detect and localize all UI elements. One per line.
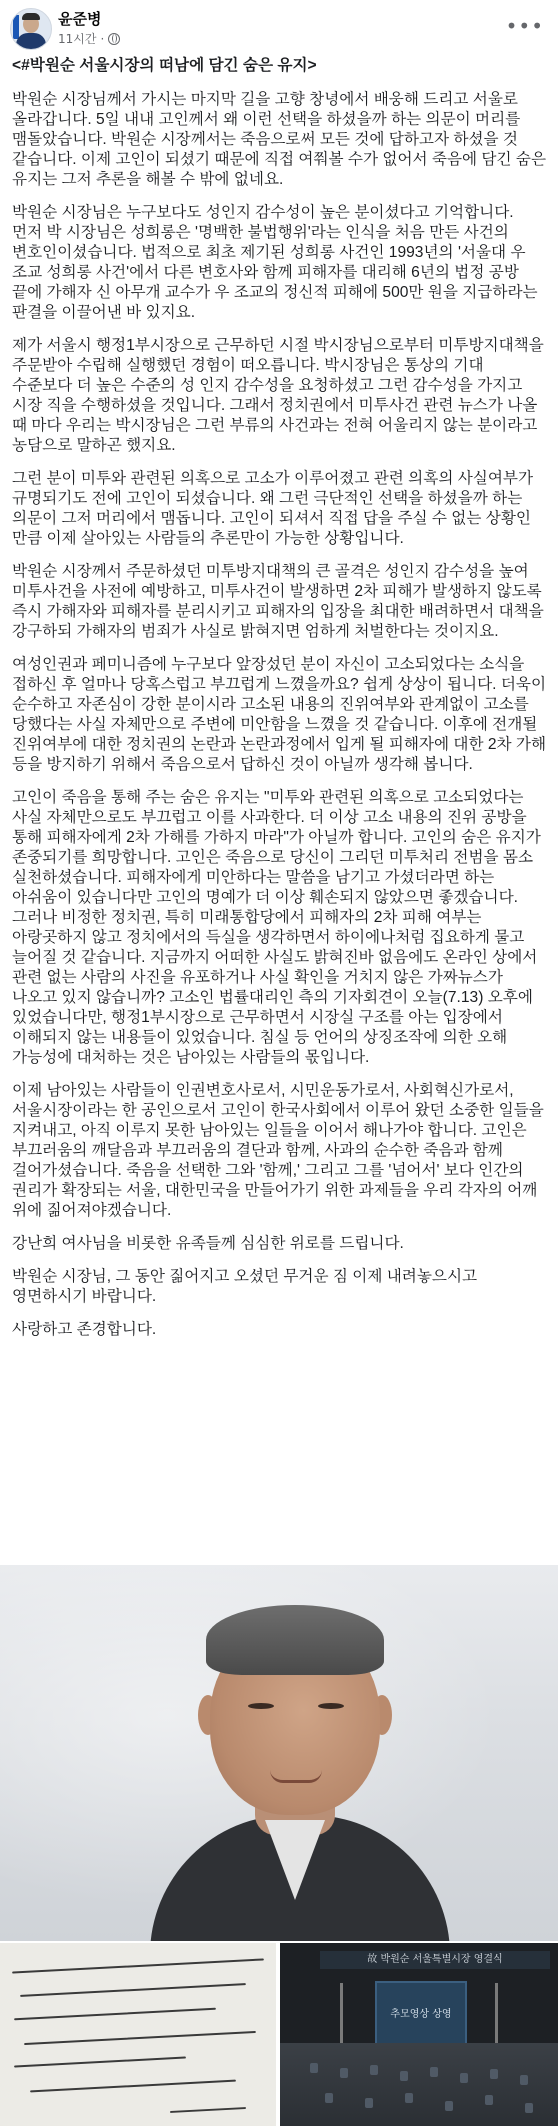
ceremony-banner: 故 박원순 서울특별시장 영결식	[320, 1951, 550, 1969]
post-header	[0, 0, 558, 56]
ceremony-screen: 추모영상 상영	[375, 1981, 467, 2049]
author-name[interactable]: 윤준병	[58, 10, 102, 28]
memorial-ceremony-photo[interactable]	[280, 1943, 558, 2126]
paragraph: 강난희 여사님을 비롯한 유족들께 심심한 위로를 드립니다.	[12, 1235, 404, 1252]
more-options-icon[interactable]: •••	[505, 14, 544, 38]
paragraph: 여성인권과 페미니즘에 누구보다 앞장섰던 분이 자신이 고소되었다는 소식을 접하신 후 얼마나 당혹스럽고 부끄럽게 느꼈을까요? 쉽게 상상이 됩니다. 더욱이 순수하고 자존심이 강한 분이시라 고소된 내용의 진위여부와 관계없이 고소를 당했다는 사실 자체만으로 주변에 미안함을 느꼈을 것 같습니다. 이후에 전개될 진위여부에 대한 정치권의 논란과 논란과정에서 입게 될 피해자에 대한 2차 가해 등을 방지하기 위해서 죽음으로서 답하신 것이 아닐까 생각해 봅니다.	[12, 656, 547, 773]
paragraph: 이제 남아있는 사람들이 인권변호사로서, 시민운동가로서, 사회혁신가로서, 서울시장이라는 한 공인으로서 고인이 한국사회에서 이루어 왔던 소중한 일들을 지켜내고, 아직 이루지 못한 남아있는 일들을 이어서 해나가야 합니다. 고인은 부끄러움의 깨달음과 부끄러움의 결단과 함께, 사과의 순수한 죽음과 함께 걸어가셨습니다. 죽음을 선택한 그와 '함께,' 그리고 그를 '넘어서' 보다 인간의 권리가 확장되는 서울, 대한민국을 만들어가기 위한 과제들을 우리 각자의 어깨 위에 짊어져야겠습니다.	[12, 1082, 544, 1219]
portrait-photo[interactable]	[0, 1565, 558, 1941]
paragraph: 고인이 죽음을 통해 주는 숨은 유지는 "미투와 관련된 의혹으로 고소되었다는 사실 자체만으로도 부끄럽고 이를 사과한다. 더 이상 고소 내용의 진위 공방을 통해 피해자에게 2차 가해를 가하지 마라"가 아닐까 합니다. 고인의 숨은 유지가 존중되기를 희망합니다. 고인은 죽음으로 당신이 그리던 미투처리 전범을 몸소 실천하셨습니다. 피해자에게 미안하다는 말씀을 남기고 가셨더라면 하는 아쉬움이 있습니다만 고인의 명예가 더 이상 훼손되지 않았으면 좋겠습니다. 그러나 비정한 정치권, 특히 미래통합당에서 피해자의 2차 피해 여부는 아랑곳하지 않고 정치에서의 득실을 생각하면서 하이에나처럼 집요하게 물고 늘어질 것 같습니다. 지금까지 어떠한 사실도 밝혀진바 없음에도 온라인 상에서 관련 없는 사람의 사진을 유포하거나 사실 확인을 거치지 않은 가짜뉴스가 나오고 있지 않습니까? 고소인 법률대리인 측의 기자회견이 오늘(7.13) 오후에 있었습니다만, 행정1부시장으로 근무하면서 시장실 구조를 아는 입장에서 이해되지 않는 내용들이 있었습니다. 침실 등 언어의 상징조작에 의한 오해 가능성에 대처하는 것은 남아있는 사람들의 몫입니다.	[12, 789, 541, 1066]
paragraph: 사랑하고 존경합니다.	[12, 1321, 157, 1338]
paragraph: 박원순 시장님은 누구보다도 성인지 감수성이 높은 분이셨다고 기억합니다. 먼저 박 시장님은 성희롱은 '명백한 불법행위'라는 인식을 처음 만든 사건의 변호인이셨습니다. 법적으로 최초 제기된 성희롱 사건인 1993년의 '서울대 우 조교 성희롱 사건'에서 다른 변호사와 함께 피해자를 대리해 6년의 법정 공방 끝에 가해자 신 아무개 교수가 우 조교의 정신적 피해에 500만 원을 지급하라는 판결을 이끌어낸 바 있지요.	[12, 204, 538, 321]
author-avatar[interactable]	[10, 8, 52, 50]
post-body	[0, 56, 558, 1340]
globe-icon	[108, 33, 120, 45]
paragraph: 제가 서울시 행정1부시장으로 근무하던 시절 박시장님으로부터 미투방지대책을 주문받아 수립해 실행했던 경험이 떠오릅니다. 박시장님은 통상의 기대 수준보다 더 높은 수준의 성 인지 감수성을 요청하셨고 그런 감수성을 가지고 시장 직을 수행하셨을 것입니다. 그래서 정치권에서 미투사건 관련 뉴스가 나올 때 마다 우리는 박시장님은 그런 부류의 사건과는 전혀 어울리지 않는 분이라고 농담으로 말하곤 했지요.	[12, 337, 544, 454]
post-title: <#박원순 서울시장의 떠남에 담긴 숨은 유지>	[12, 57, 317, 74]
paragraph: 그런 분이 미투와 관련된 의혹으로 고소가 이루어졌고 관련 의혹의 사실여부가 규명되기도 전에 고인이 되셨습니다. 왜 그런 극단적인 선택을 하셨을까 하는 의문이 그저 머리에서 맴돕니다. 고인이 되셔서 직접 답을 주실 수 없는 상황인 만큼 이제 살아있는 사람들의 추론만이 가능한 상황입니다.	[12, 470, 534, 547]
handwritten-note-photo[interactable]	[0, 1943, 276, 2126]
post-time[interactable]: 11시간	[58, 32, 97, 46]
paragraph: 박원순 시장께서 주문하셨던 미투방지대책의 큰 골격은 성인지 감수성을 높여 미투사건을 사전에 예방하고, 미투사건이 발생하면 2차 피해가 발생하지 않도록 즉시 가해자와 피해자를 분리시키고 피해자의 입장을 최대한 배려하면서 대책을 강구하되 가해자의 범죄가 사실로 밝혀지면 엄하게 처벌한다는 것이지요.	[12, 563, 544, 640]
paragraph: 박원순 시장님께서 가시는 마지막 길을 고향 창녕에서 배웅해 드리고 서울로 올라갑니다. 5일 내내 고인께서 왜 이런 선택을 하셨을까 하는 의문이 머리를 맴돌았습니다. 박원순 시장께서는 죽음으로써 모든 것에 답하고자 하셨을 것 같습니다. 이제 고인이 되셨기 때문에 직접 여쭤볼 수가 없어서 죽음에 담긴 숨은 유지는 그저 추론을 해볼 수 밖에 없네요.	[12, 91, 547, 188]
post-meta: 11시간 ·	[58, 30, 120, 47]
paragraph: 박원순 시장님, 그 동안 짊어지고 오셨던 무거운 짐 이제 내려놓으시고 영면하시기 바랍니다.	[12, 1268, 478, 1305]
